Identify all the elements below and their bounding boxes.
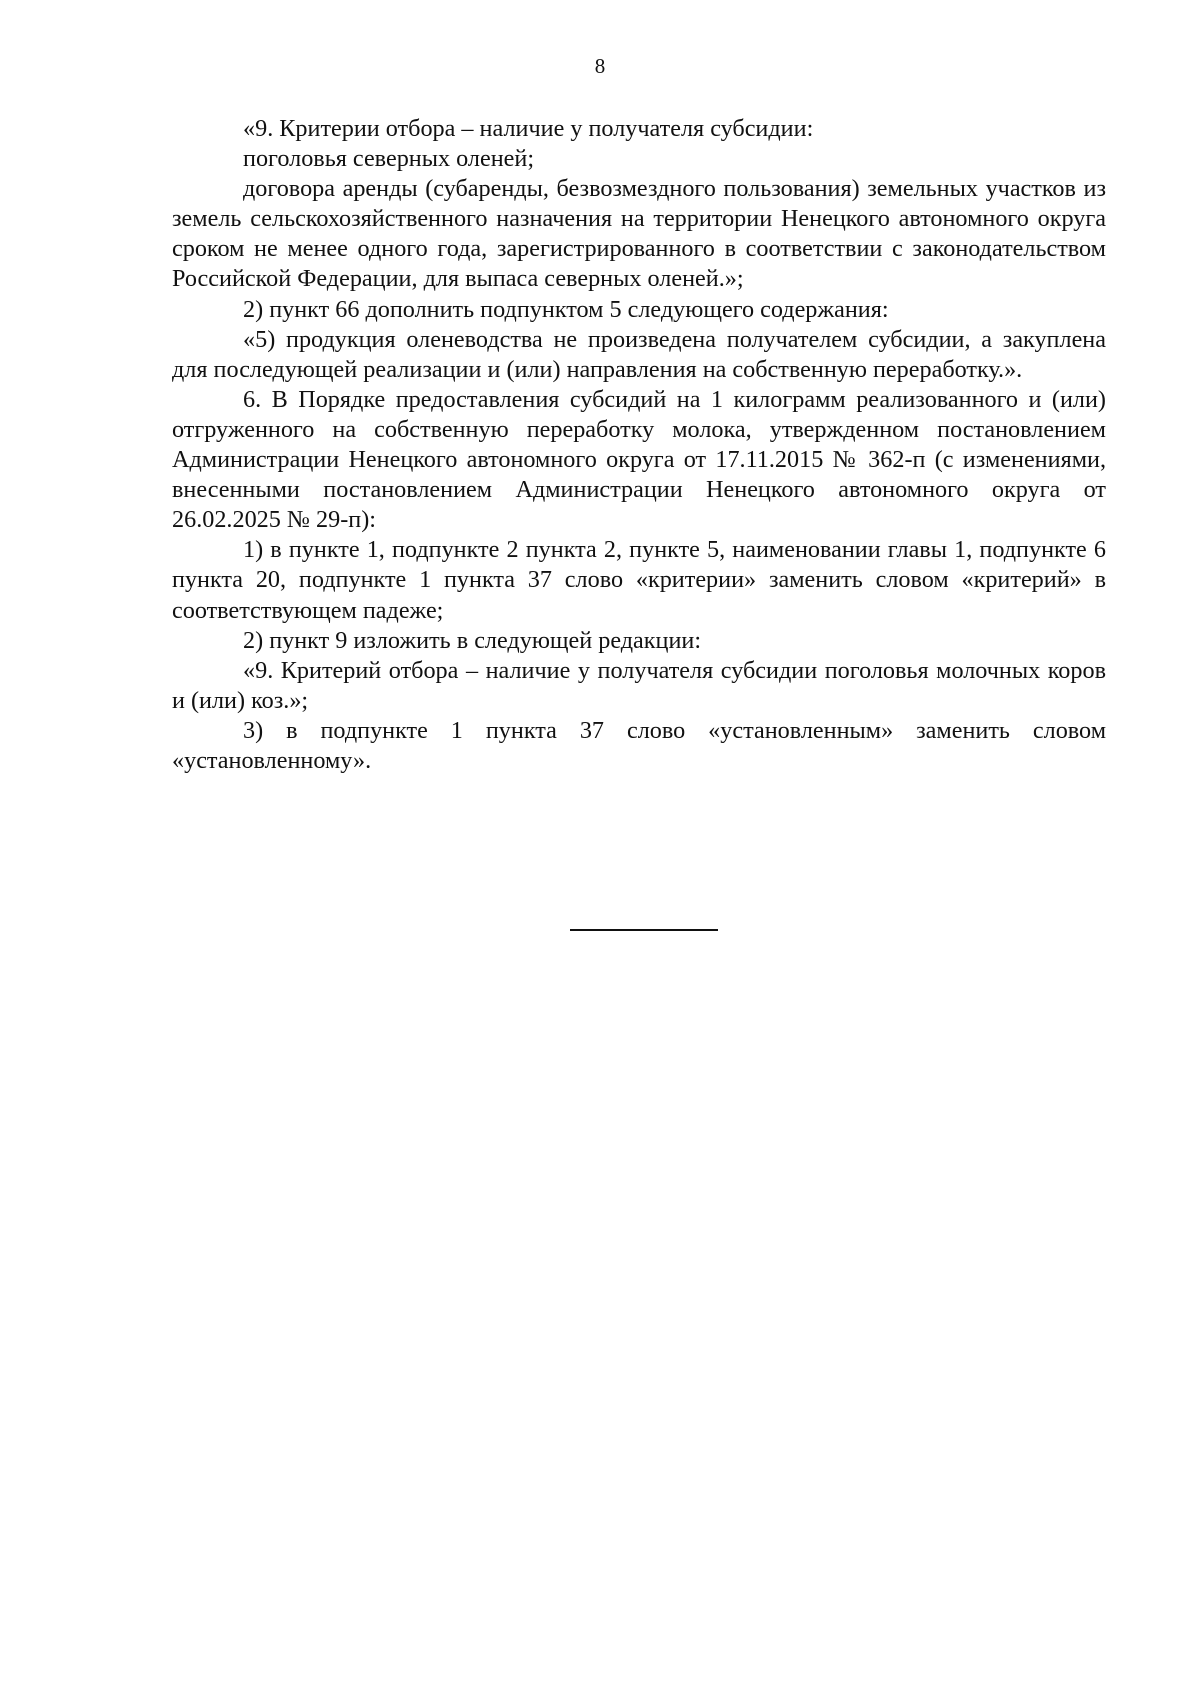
item-3-replacement-paragraph: 3) в подпункте 1 пункта 37 слово «установленным» заменить словом «установленному». (172, 716, 1106, 774)
land-lease-paragraph: договора аренды (субаренды, безвозмездного пользования) земельных участков из земель сельскохозяйственного назначения на территории Ненецкого автономного округа сроком не менее одного года, зарегистрированного в соответствии с законодательством Российской Федерации, для выпаса северных оленей.»; (172, 175, 1106, 293)
subpoint-5-paragraph: «5) продукция оленеводства не произведена получателем субсидии, а закуплена для последующей реализации и (или) направления на собственную переработку.». (172, 325, 1106, 383)
reindeer-livestock-paragraph: поголовья северных оленей; (243, 145, 535, 173)
item-1-replacement-paragraph: 1) в пункте 1, подпункте 2 пункта 2, пункте 5, наименовании главы 1, подпункте 6 пункта 20, подпункте 1 пункта 37 слово «критерии» заменить словом «критерий» в соответствующем падеже; (172, 536, 1106, 624)
item-2-paragraph: 2) пункт 9 изложить в следующей редакции: (243, 626, 702, 654)
point-66-amendment-paragraph: 2) пункт 66 дополнить подпунктом 5 следующего содержания: (243, 295, 889, 323)
document-body (172, 114, 1106, 776)
dairy-criterion-paragraph: «9. Критерий отбора – наличие у получателя субсидии поголовья молочных коров и (или) коз.»; (172, 656, 1106, 714)
page-number: 8 (594, 54, 606, 78)
end-of-document-rule (570, 929, 718, 931)
section-6-paragraph: 6. В Порядке предоставления субсидий на 1 килограмм реализованного и (или) отгруженного на собственную переработку молока, утвержденном постановлением Администрации Ненецкого автономного округа от 17.11.2015 № 362-п (с изменениями, внесенными постановлением Администрации Ненецкого автономного округа от 26.02.2025 № 29-п): (172, 385, 1106, 534)
criteria-heading-paragraph: «9. Критерии отбора – наличие у получателя субсидии: (243, 115, 814, 142)
